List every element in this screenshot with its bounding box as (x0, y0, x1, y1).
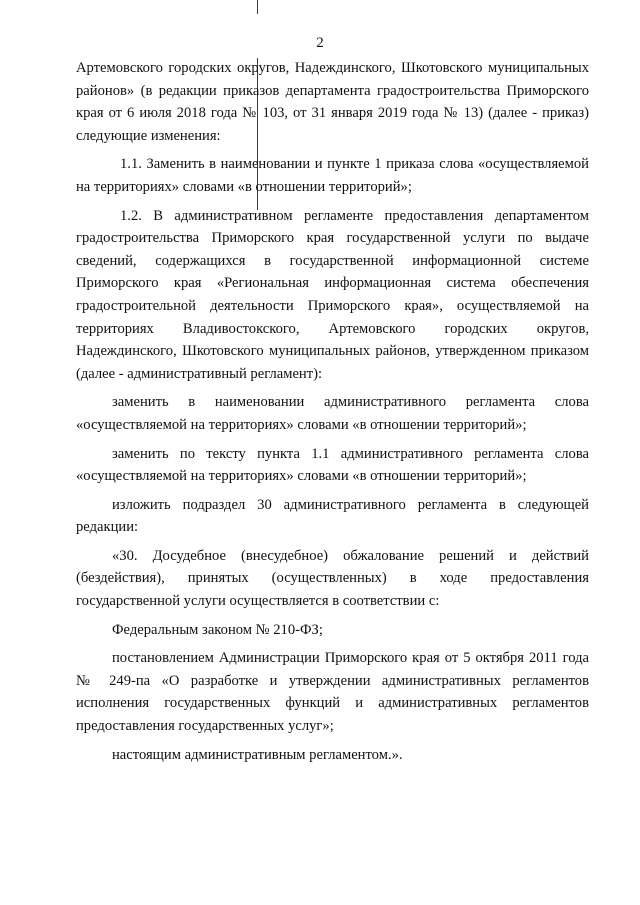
scan-artifact-line (257, 0, 258, 14)
paragraph: постановлением Администрации Приморского края от 5 октября 2011 года № 249-па «О разработке и утверждении административных регламентов исполнения государственных функций и административных регламентов предоставления государственных услуг»; (76, 650, 589, 735)
paragraph: настоящим административным регламентом.». (112, 746, 403, 763)
paragraph: Артемовского городских округов, Надеждинского, Шкотовского муниципальных районов» (в редакции приказов департамента градостроительства Приморского края от 6 июля 2018 года № 103, от 31 января 2019 года № 13) (далее - приказ) следующие изменения: (76, 60, 589, 144)
paragraph: 1.2. В административном регламенте предоставления департаментом градостроительства Приморского края государственной услуги по выдаче сведений, содержащихся в государственной информационной системе Приморского края «Региональная информационная система обеспечения градостроительной деятельности Приморского края», осуществляемой на территориях Владивостокского, Артемовского городских округов, Надеждинского, Шкотовского муниципальных районов, утвержденном приказом (далее - административный регламент): (76, 207, 589, 382)
paragraph: «30. Досудебное (внесудебное) обжалование решений и действий (бездействия), принятых (осуществленных) в ходе предоставления государственной услуги осуществляется в соответствии с: (76, 547, 589, 610)
page-number: 2 (316, 35, 324, 51)
paragraph: заменить по тексту пункта 1.1 административного регламента слова «осуществляемой на территориях» словами «в отношении территорий»; (76, 445, 589, 485)
document-body (76, 57, 589, 772)
paragraph: заменить в наименовании административного регламента слова «осуществляемой на территориях» словами «в отношении территорий»; (76, 394, 589, 433)
paragraph: изложить подраздел 30 административного регламента в следующей редакции: (76, 496, 589, 536)
paragraph: Федеральным законом № 210-ФЗ; (112, 621, 323, 638)
paragraph: 1.1. Заменить в наименовании и пункте 1 приказа слова «осуществляемой на территориях» словами «в отношении территорий»; (76, 156, 589, 195)
